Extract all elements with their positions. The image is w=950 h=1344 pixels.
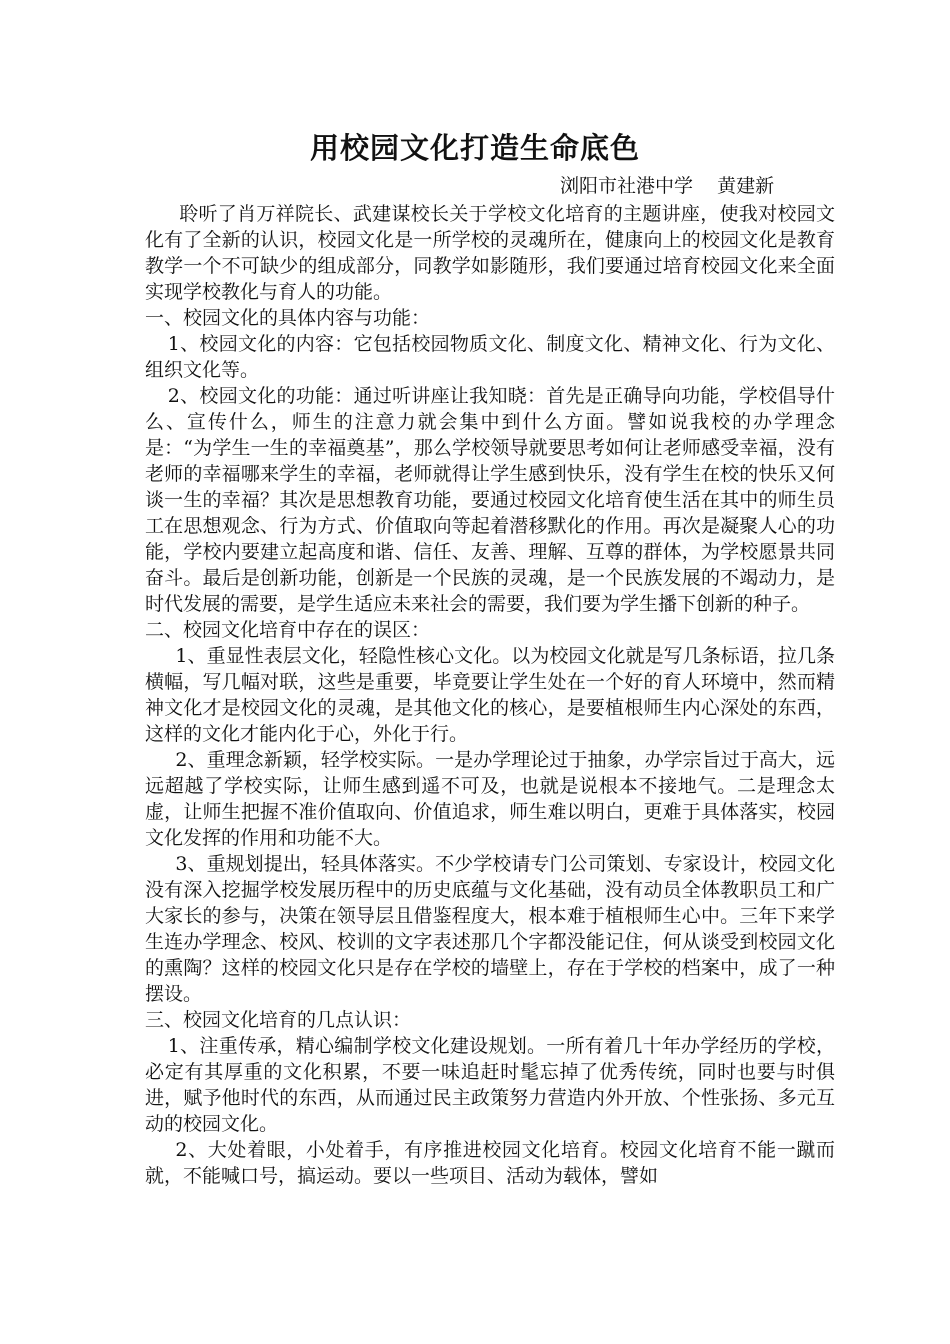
section-3-heading: 三、校园文化培育的几点认识： xyxy=(145,1009,412,1031)
section-1-paragraph-1: 1、校园文化的内容：它包括校园物质文化、制度文化、精神文化、行为文化、组织文化等。 xyxy=(145,333,835,381)
section-2-paragraph-3: 3、重规划提出，轻具体落实。不少学校请专门公司策划、专家设计，校园文化没有深入挖掘学校发展历程中的历史底蕴与文化基础，没有动员全体教职员工和广大家长的参与，决策在领导层且借鉴程度大，根本难于植根师生心中。三年下来学生连办学理念、校风、校训的文字表述那几个字都没能记住，何从谈受到校园文化的熏陶？这样的校园文化只是存在学校的墙壁上，存在于学校的档案中，成了一种摆设。 xyxy=(145,853,835,1005)
section-2-paragraph-1: 1、重显性表层文化，轻隐性核心文化。以为校园文化就是写几条标语，拉几条横幅，写几幅对联，这些是重要，毕竟要让学生处在一个好的育人环境中，然而精神文化才是校园文化的灵魂，是其他文化的核心，是要植根师生内心深处的东西，这样的文化才能内化于心，外化于行。 xyxy=(145,645,835,745)
section-3-paragraph-2: 2、大处着眼，小处着手，有序推进校园文化培育。校园文化培育不能一蹴而就，不能喊口号，搞运动。要以一些项目、活动为载体，譬如 xyxy=(145,1139,835,1187)
section-2-paragraph-2: 2、重理念新颖，轻学校实际。一是办学理论过于抽象，办学宗旨过于高大，远远超越了学校实际，让师生感到遥不可及，也就是说根本不接地气。二是理念太虚，让师生把握不准价值取向、价值追求，师生难以明白，更难于具体落实，校园文化发挥的作用和功能不大。 xyxy=(145,749,835,849)
author-line: 浏阳市社港中学 黄建新 xyxy=(560,175,775,197)
section-1-paragraph-2: 2、校园文化的功能：通过听讲座让我知晓：首先是正确导向功能，学校倡导什么、宣传什么，师生的注意力就会集中到什么方面。譬如说我校的办学理念是：“为学生一生的幸福奠基”，那么学校领导就要思考如何让老师感受幸福，没有老师的幸福哪来学生的幸福，老师就得让学生感到快乐，没有学生在校的快乐又何谈一生的幸福？其次是思想教育功能，要通过校园文化培育使生活在其中的师生员工在思想观念、行为方式、价值取向等起着潜移默化的作用。再次是凝聚人心的功能，学校内要建立起高度和谐、信任、友善、理解、互尊的群体，为学校愿景共同奋斗。最后是创新功能，创新是一个民族的灵魂，是一个民族发展的不竭动力，是时代发展的需要，是学生适应未来社会的需要，我们要为学生播下创新的种子。 xyxy=(145,385,835,615)
document-body xyxy=(145,201,835,1189)
section-3-paragraph-1: 1、注重传承，精心编制学校文化建设规划。一所有着几十年办学经历的学校，必定有其厚重的文化积累，不要一味追赶时髦忘掉了优秀传统，同时也要与时俱进，赋予他时代的东西，从而通过民主政策努力营造内外开放、个性张扬、多元互动的校园文化。 xyxy=(145,1035,835,1135)
document-title: 用校园文化打造生命底色 xyxy=(309,131,640,165)
intro-paragraph: 聆听了肖万祥院长、武建谋校长关于学校文化培育的主题讲座，使我对校园文化有了全新的认识，校园文化是一所学校的灵魂所在，健康向上的校园文化是教育教学一个不可缺少的组成部分，同教学如影随形，我们要通过培育校园文化来全面实现学校教化与育人的功能。 xyxy=(145,203,835,303)
section-2-heading: 二、校园文化培育中存在的误区： xyxy=(145,619,431,641)
section-1-heading: 一、校园文化的具体内容与功能： xyxy=(145,307,431,329)
